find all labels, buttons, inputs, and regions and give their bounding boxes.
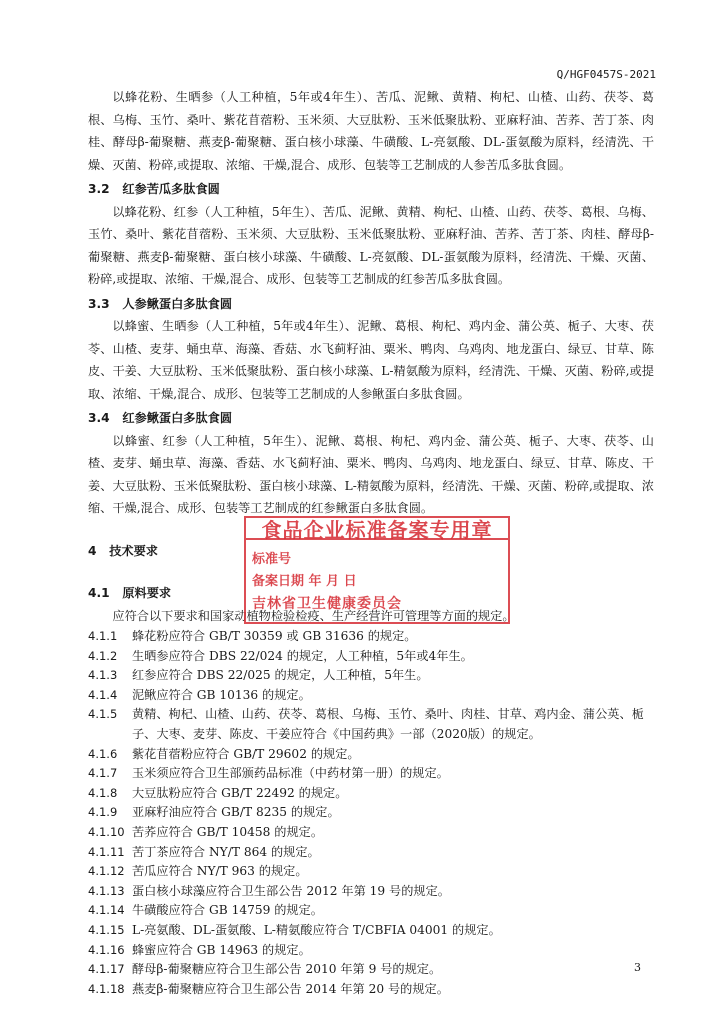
requirement-item [88, 647, 654, 667]
requirement-item [88, 862, 654, 882]
requirement-text: 酵母β-葡聚糖应符合卫生部公告 2010 年第 9 号的规定。 [132, 962, 442, 977]
requirement-item [88, 823, 654, 843]
requirement-text: 苦荞应符合 GB/T 10458 的规定。 [132, 824, 324, 839]
section-title: 人参鳅蛋白多肽食圆 [122, 296, 233, 311]
requirement-text: 红参应符合 DBS 22/025 的规定，人工种植，5年生。 [132, 668, 429, 683]
requirement-number: 4.1.2 [88, 648, 118, 663]
requirement-text: 紫花苜蓿粉应符合 GB/T 29602 的规定。 [132, 746, 360, 761]
requirement-text: 蛋白核小球藻应符合卫生部公告 2012 年第 19 号的规定。 [132, 883, 450, 898]
requirement-text: 苦丁茶应符合 NY/T 864 的规定。 [132, 844, 320, 859]
section-3-4-heading [88, 407, 654, 430]
requirement-text: 泥鳅应符合 GB 10136 的规定。 [132, 687, 311, 702]
section-3-3-text: 以蜂蜜、生晒参（人工种植，5年或4年生）、泥鳅、葛根、枸杞、鸡内金、蒲公英、栀子、大枣、茯苓、山楂、麦芽、蛹虫草、海藻、香菇、水飞蓟籽油、粟米、鸭肉、乌鸡肉、地龙蛋白、绿豆、甘草、陈皮、干姜、大豆肽粉、玉米低聚肽粉、蛋白核小球藻、L-精氨酸为原料，经清洗、干燥、灭菌、粉碎,或提取、浓缩、干燥,混合、成形、包装等工艺制成的人参鳅蛋白多肽食圆。 [88, 319, 654, 401]
page-number: 3 [634, 961, 641, 974]
requirement-text: 玉米须应符合卫生部颁药品标准（中药材第一册）的规定。 [132, 766, 449, 781]
section-4-1-intro: 应符合以下要求和国家动植物检验检疫、生产经营许可管理等方面的规定。 [112, 608, 515, 623]
requirement-number: 4.1.14 [88, 903, 125, 918]
section-title: 原料要求 [122, 586, 172, 600]
requirement-item [88, 843, 654, 863]
requirement-number: 4.1.9 [88, 805, 118, 820]
requirement-number: 4.1.5 [88, 707, 118, 722]
section-title: 红参苦瓜多肽食圆 [122, 182, 220, 196]
requirement-item [88, 784, 654, 804]
stamp-body [244, 540, 510, 624]
chapter-number: 4 [88, 543, 97, 558]
section-number: 4.1 [88, 586, 110, 600]
requirement-number: 4.1.10 [88, 824, 125, 839]
requirements-list [88, 627, 654, 999]
requirement-text: 苦瓜应符合 NY/T 963 的规定。 [132, 864, 308, 879]
section-3-2-text: 以蜂花粉、红参（人工种植，5年生）、苦瓜、泥鳅、黄精、枸杞、山楂、山药、茯苓、葛根、乌梅、玉竹、桑叶、紫花苜蓿粉、玉米须、大豆肽粉、玉米低聚肽粉、亚麻籽油、苦荞、苦丁茶、肉桂、酵母β-葡聚糖、燕麦β-葡聚糖、蛋白核小球藻、牛磺酸、L-亮氨酸、DL-蛋氨酸为原料，经清洗、干燥、灭菌、粉碎,或提取、浓缩、干燥,混合、成形、包装等工艺制成的红参苦瓜多肽食圆。 [88, 204, 654, 286]
requirement-item [88, 882, 654, 902]
requirement-item [88, 980, 654, 1000]
requirement-text: 牛磺酸应符合 GB 14759 的规定。 [132, 903, 323, 918]
requirement-item [88, 666, 654, 686]
chapter-title: 技术要求 [109, 543, 158, 558]
section-3-3-heading [88, 293, 654, 316]
stamp-title: 食品企业标准备案专用章 [244, 516, 510, 540]
filing-stamp [244, 516, 510, 624]
requirement-number: 4.1.18 [88, 981, 125, 996]
requirement-number: 4.1.7 [88, 766, 118, 781]
requirement-text: L-亮氨酸、DL-蛋氨酸、L-精氨酸应符合 T/CBFIA 04001 的规定。 [132, 922, 501, 937]
requirement-text: 蜂花粉应符合 GB/T 30359 或 GB 31636 的规定。 [132, 629, 417, 643]
requirement-number: 4.1.13 [88, 883, 125, 898]
requirement-item [88, 764, 654, 784]
requirement-number: 4.1.6 [88, 746, 118, 761]
requirement-item [88, 901, 654, 921]
requirement-item [88, 627, 654, 647]
requirement-text: 大豆肽粉应符合 GB/T 22492 的规定。 [132, 785, 348, 800]
requirement-number: 4.1.4 [88, 687, 118, 702]
requirement-text: 黄精、枸杞、山楂、山药、茯苓、葛根、乌梅、玉竹、桑叶、肉桂、甘草、鸡内金、蒲公英、栀子、大枣、麦芽、陈皮、干姜应符合《中国药典》一部（2020版）的规定。 [132, 707, 644, 741]
requirement-number: 4.1.11 [88, 844, 125, 859]
requirement-number: 4.1.15 [88, 922, 125, 937]
section-number: 3.2 [88, 182, 110, 196]
section-title: 红参鳅蛋白多肽食圆 [122, 411, 233, 425]
requirement-item [88, 686, 654, 706]
section-3-2-heading [88, 178, 654, 201]
requirement-item [88, 941, 654, 961]
intro-paragraph: 以蜂花粉、生晒参（人工种植，5年或4年生）、苦瓜、泥鳅、黄精、枸杞、山楂、山药、茯苓、葛根、乌梅、玉竹、桑叶、紫花苜蓿粉、玉米须、大豆肽粉、玉米低聚肽粉、亚麻籽油、苦荞、苦丁茶、肉桂、酵母β-葡聚糖、燕麦β-葡聚糖、蛋白核小球藻、牛磺酸、L-亮氨酸、DL-蛋氨酸为原料，经清洗、干燥、灭菌、粉碎,或提取、浓缩、干燥,混合、成形、包装等工艺制成的人参苦瓜多肽食圆。 [88, 90, 654, 172]
requirement-item [88, 705, 654, 744]
requirement-item [88, 803, 654, 823]
requirement-number: 4.1.17 [88, 962, 125, 977]
stamp-standard-number-label: 标准号 [252, 552, 292, 567]
section-number: 3.3 [88, 296, 110, 311]
requirement-number: 4.1.12 [88, 864, 125, 879]
stamp-filing-date: 备案日期 年 月 日 [252, 574, 357, 589]
section-3-4-text: 以蜂蜜、红参（人工种植，5年生）、泥鳅、葛根、枸杞、鸡内金、蒲公英、栀子、大枣、茯苓、山楂、麦芽、蛹虫草、海藻、香菇、水飞蓟籽油、粟米、鸭肉、乌鸡肉、地龙蛋白、绿豆、甘草、陈皮、干姜、大豆肽粉、玉米低聚肽粉、蛋白核小球藻、L-精氨酸为原料，经清洗、干燥、灭菌、粉碎,或提取、浓缩、干燥,混合、成形、包装等工艺制成的红参鳅蛋白多肽食圆。 [88, 433, 654, 515]
stamp-authority: 吉林省卫生健康委员会 [252, 596, 402, 612]
requirement-item [88, 960, 654, 980]
requirement-item [88, 745, 654, 765]
requirement-text: 生晒参应符合 DBS 22/024 的规定，人工种植，5年或4年生。 [132, 648, 473, 663]
requirement-number: 4.1.3 [88, 668, 118, 683]
requirement-text: 亚麻籽油应符合 GB/T 8235 的规定。 [132, 805, 340, 820]
section-number: 3.4 [88, 411, 110, 425]
requirement-number: 4.1.8 [88, 785, 118, 800]
requirement-text: 蜂蜜应符合 GB 14963 的规定。 [132, 942, 311, 957]
requirement-item [88, 921, 654, 941]
requirement-number: 4.1.16 [88, 942, 125, 957]
requirement-number: 4.1.1 [88, 629, 118, 643]
standard-code: Q/HGF0457S-2021 [556, 68, 656, 81]
requirement-text: 燕麦β-葡聚糖应符合卫生部公告 2014 年第 20 号的规定。 [132, 981, 449, 996]
